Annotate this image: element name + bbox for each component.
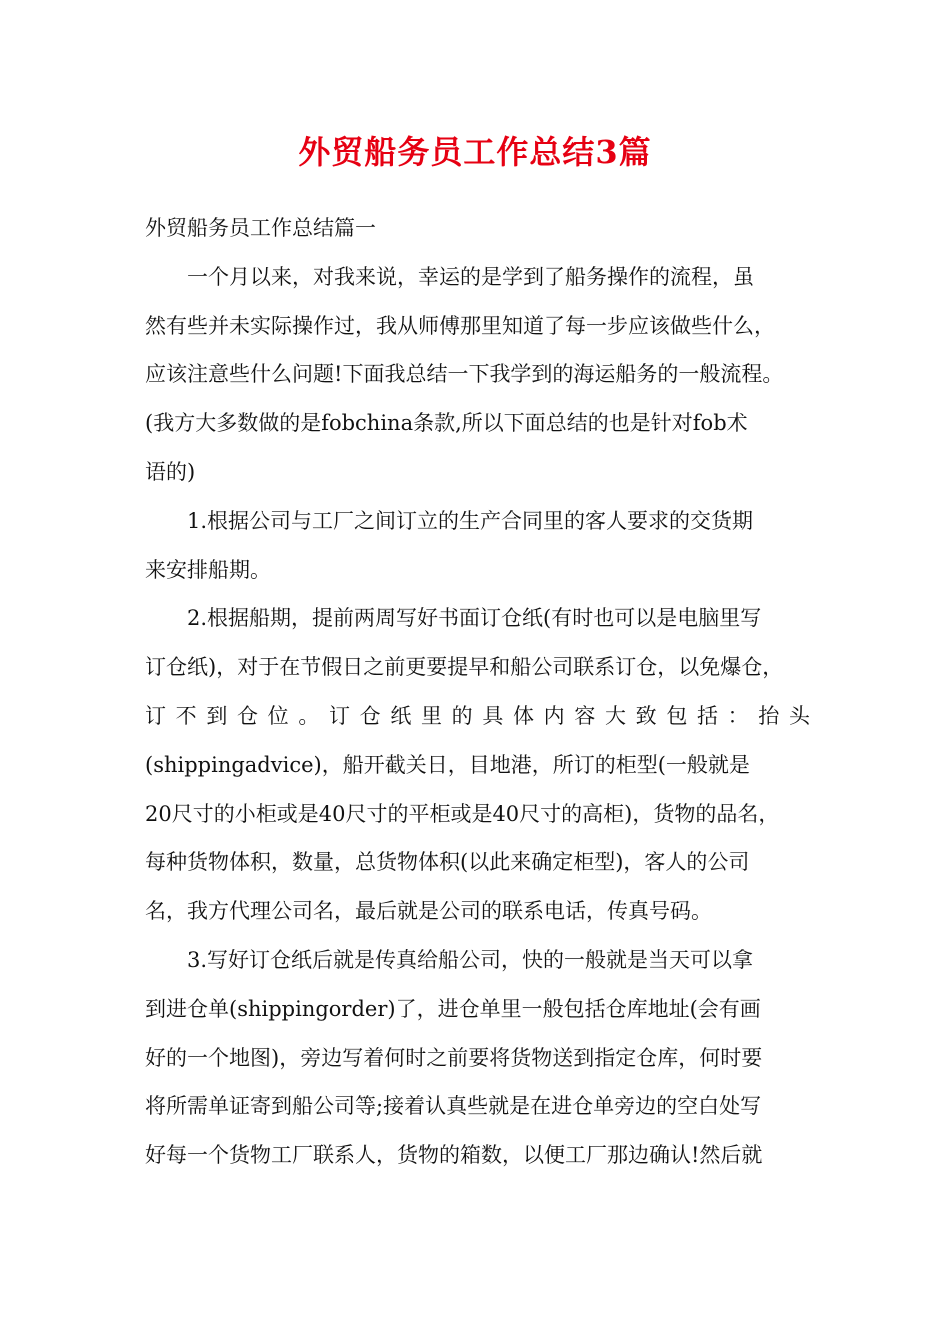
paragraph-line: 到进仓单(shippingorder)了，进仓单里一般包括仓库地址(会有画 bbox=[145, 996, 761, 1021]
paragraph-line: (我方大多数做的是fobchina条款,所以下面总结的也是针对fob术 bbox=[145, 411, 748, 436]
paragraph-line: 好的一个地图)，旁边写着何时之前要将货物送到指定仓库，何时要 bbox=[145, 1045, 763, 1070]
paragraph-line: (shippingadvice)，船开截关日，目地港，所订的柜型(一般就是 bbox=[145, 752, 750, 777]
paragraph-line: 1.根据公司与工厂之间订立的生产合同里的客人要求的交货期 bbox=[187, 508, 754, 533]
paragraph-line: 好每一个货物工厂联系人，货物的箱数，以便工厂那边确认!然后就 bbox=[145, 1143, 763, 1168]
paragraph-line: 20尺寸的小柜或是40尺寸的平柜或是40尺寸的高柜)，货物的品名， bbox=[145, 801, 780, 826]
paragraph-line: 一个月以来，对我来说，幸运的是学到了船务操作的流程，虽 bbox=[187, 264, 754, 289]
document-title: 外贸船务员工作总结3篇 bbox=[298, 133, 652, 171]
paragraph-line: 名，我方代理公司名，最后就是公司的联系电话，传真号码。 bbox=[145, 899, 712, 924]
paragraph-line: 订仓纸)，对于在节假日之前更要提早和船公司联系订仓，以免爆仓， bbox=[145, 655, 784, 680]
paragraph-line: 订不到仓位。订仓纸里的具体内容大致包括：抬头 bbox=[145, 703, 810, 728]
paragraph-line: 应该注意些什么问题!下面我总结一下我学到的海运船务的一般流程。 bbox=[145, 362, 784, 387]
document-body bbox=[145, 204, 810, 1180]
paragraph-line: 来安排船期。 bbox=[145, 557, 271, 582]
paragraph-line: 3.写好订仓纸后就是传真给船公司，快的一般就是当天可以拿 bbox=[187, 947, 754, 972]
section-heading: 外贸船务员工作总结篇一 bbox=[145, 216, 376, 240]
paragraph-line: 2.根据船期，提前两周写好书面订仓纸(有时也可以是电脑里写 bbox=[187, 606, 762, 631]
paragraph-line: 然有些并未实际操作过，我从师傅那里知道了每一步应该做些什么， bbox=[145, 313, 775, 338]
paragraph-line: 将所需单证寄到船公司等;接着认真些就是在进仓单旁边的空白处写 bbox=[145, 1094, 762, 1119]
paragraph-line: 语的) bbox=[145, 459, 196, 484]
paragraph-line: 每种货物体积，数量，总货物体积(以此来确定柜型)，客人的公司 bbox=[145, 850, 750, 875]
